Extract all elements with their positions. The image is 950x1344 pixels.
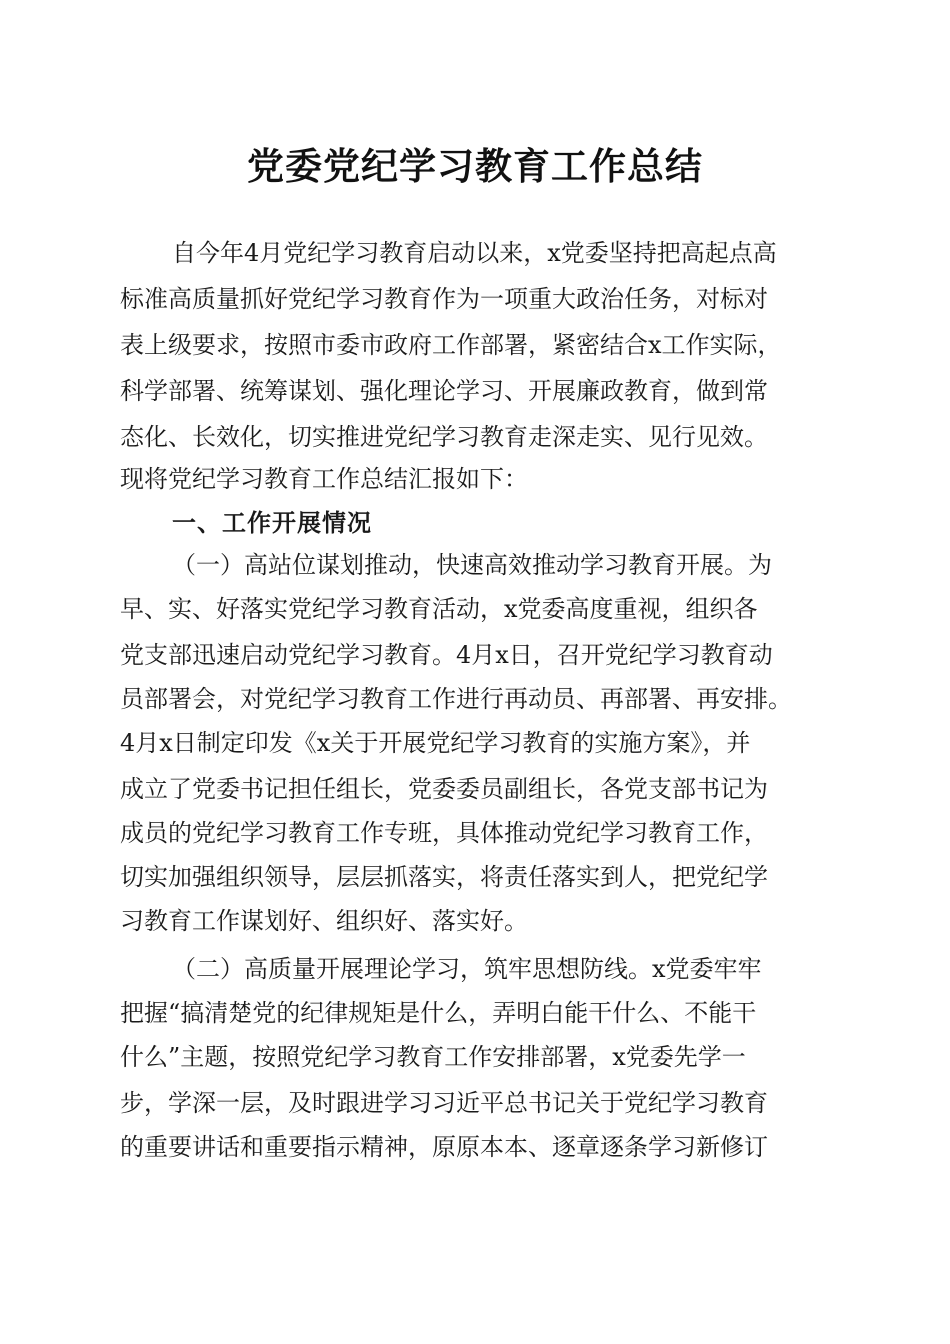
body-line: 现将党纪学习教育工作总结汇报如下： (120, 465, 528, 493)
body-line: 把握“搞清楚党的纪律规矩是什么，弄明白能干什么、不能干 (120, 999, 757, 1027)
body-line: 切实加强组织领导，层层抓落实，将责任落实到人，把党纪学 (120, 863, 768, 891)
body-line: 4月x日制定印发《x关于开展党纪学习教育的实施方案》，并 (120, 729, 751, 757)
document-title: 党委党纪学习教育工作总结 (247, 144, 703, 188)
body-line: 成立了党委书记担任组长，党委委员副组长，各党支部书记为 (120, 775, 768, 803)
body-line: 党支部迅速启动党纪学习教育。4月x日，召开党纪学习教育动 (120, 641, 773, 669)
body-line: 表上级要求，按照市委市政府工作部署，紧密结合x工作实际， (120, 331, 782, 359)
body-line: 态化、长效化，切实推进党纪学习教育走深走实、见行见效。 (120, 423, 768, 451)
body-line: 步，学深一层，及时跟进学习习近平总书记关于党纪学习教育 (120, 1089, 768, 1117)
body-line: 员部署会，对党纪学习教育工作进行再动员、再部署、再安排。 (120, 685, 792, 713)
body-line: 标准高质量抓好党纪学习教育作为一项重大政治任务，对标对 (120, 285, 768, 313)
body-line: 什么”主题，按照党纪学习教育工作安排部署，x党委先学一 (120, 1043, 746, 1071)
body-line: 成员的党纪学习教育工作专班，具体推动党纪学习教育工作， (120, 819, 768, 847)
body-line: 的重要讲话和重要指示精神，原原本本、逐章逐条学习新修订 (120, 1133, 768, 1161)
body-line: 科学部署、统筹谋划、强化理论学习、开展廉政教育，做到常 (120, 377, 768, 405)
body-line: 自今年4月党纪学习教育启动以来，x党委坚持把高起点高 (172, 239, 777, 267)
section-heading: 一、工作开展情况 (172, 509, 372, 537)
body-line: 习教育工作谋划好、组织好、落实好。 (120, 907, 528, 935)
body-line: （二）高质量开展理论学习，筑牢思想防线。x党委牢牢 (172, 955, 762, 983)
body-line: 早、实、好落实党纪学习教育活动，x党委高度重视，组织各 (120, 595, 758, 623)
body-line: （一）高站位谋划推动，快速高效推动学习教育开展。为 (172, 551, 772, 579)
